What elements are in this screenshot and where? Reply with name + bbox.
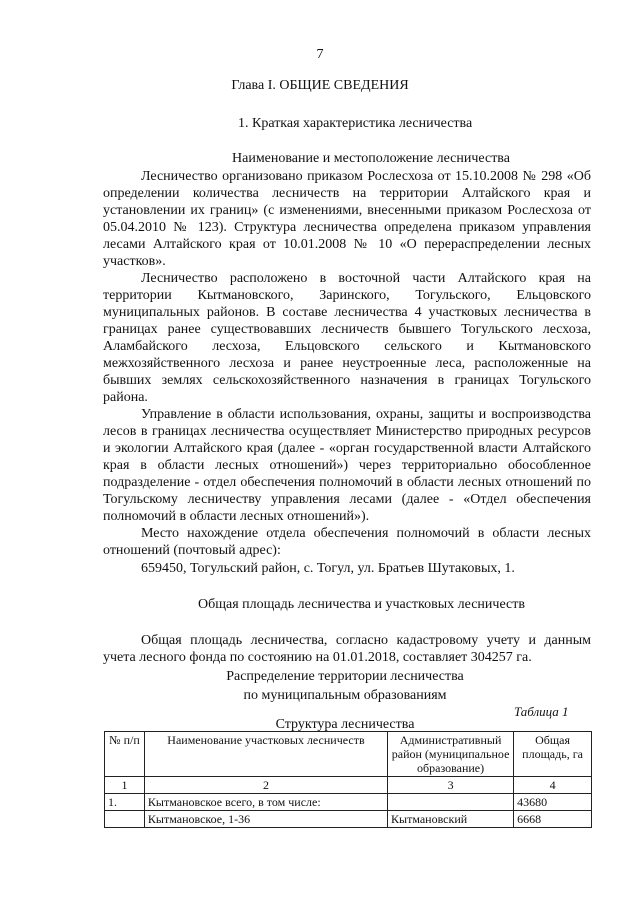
distribution-title-line: по муниципальным образованиям	[243, 688, 447, 703]
header-cell: Административный район (муниципальное образование)	[388, 732, 514, 777]
section-title: 1. Краткая характеристика лесничества	[238, 116, 473, 131]
body-text	[103, 168, 591, 559]
subsection-heading-name-location: Наименование и местоположение лесничества	[232, 151, 510, 166]
subsection-heading-area: Общая площадь лесничества и участковых лесничеств	[198, 597, 525, 612]
paragraph: Лесничество расположено в восточной части Алтайского края на территории Кытмановского, Заринского, Тогульского, Ельцовского муниципальных районов. В составе лесничества 4 участковых лесничества в границах ранее существовавших лесничеств бывшего Тогульского лесхоза, Аламбайского лесхоза, Ельцовского сельского и Кытмановского межхозяйственного лесхоза и ранее неустроенные леса, расположенные на бывших землях сельскохозяйственного назначения в границах Тогульского района.	[103, 271, 591, 405]
table-header-row	[105, 732, 592, 777]
table-row	[105, 811, 592, 828]
table-row	[105, 794, 592, 811]
paragraph: Место нахождение отдела обеспечения полномочий в области лесных отношений (почтовый адрес):	[103, 526, 591, 558]
table-cell: 1.	[105, 794, 145, 811]
table-cell	[388, 794, 514, 811]
area-text	[103, 632, 591, 666]
header-cell: Общая площадь, га	[514, 732, 592, 777]
table-cell: 6668	[514, 811, 592, 828]
column-number-row	[105, 777, 592, 794]
header-cell: Наименование участковых лесничеств	[144, 732, 387, 777]
column-number-cell: 2	[144, 777, 387, 794]
table-cell: Кытмановское, 1-36	[144, 811, 387, 828]
paragraph: Управление в области использования, охраны, защиты и воспроизводства лесов в границах лесничества осуществляет Министерство природных ресурсов и экологии Алтайского края (далее - «орган государственной власти Алтайского края в области лесных отношений») через территориально обособленное подразделение - отдел обеспечения полномочий в области лесных отношений по Тогульскому лесничеству управления лесами (далее - «Отдел обеспечения полномочий в области лесных отношений»).	[103, 407, 591, 524]
distribution-title-line: Распределение территории лесничества	[226, 669, 464, 684]
table-number: Таблица 1	[514, 704, 569, 719]
paragraph: Лесничество организовано приказом Рослесхоза от 15.10.2008 № 298 «Об определении количества лесничеств на территории Алтайского края и установлении их границ» (с изменениями, внесенными приказом Рослесхоза от 05.04.2010 № 123). Структура лесничества определена приказом управления лесами Алтайского края от 10.01.2008 № 10 «О перераспределении лесных участков».	[103, 169, 591, 269]
chapter-title: Глава I. ОБЩИЕ СВЕДЕНИЯ	[231, 78, 409, 93]
distribution-title	[0, 667, 640, 705]
column-number-cell: 4	[514, 777, 592, 794]
table-cell: Кытмановское всего, в том числе:	[144, 794, 387, 811]
table-cell	[105, 811, 145, 828]
column-number-cell: 3	[388, 777, 514, 794]
table-caption: Структура лесничества	[275, 717, 415, 732]
structure-table	[104, 731, 592, 828]
postal-address: 659450, Тогульский район, с. Тогул, ул. Братьев Шутаковых, 1.	[141, 561, 515, 576]
paragraph: Общая площадь лесничества, согласно кадастровому учету и данным учета лесного фонда по состоянию на 01.01.2018, составляет 304257 га.	[103, 633, 591, 665]
header-cell: № п/п	[105, 732, 145, 777]
column-number-cell: 1	[105, 777, 145, 794]
page-number: 7	[316, 47, 324, 62]
table-cell: 43680	[514, 794, 592, 811]
table-cell: Кытмановский	[388, 811, 514, 828]
